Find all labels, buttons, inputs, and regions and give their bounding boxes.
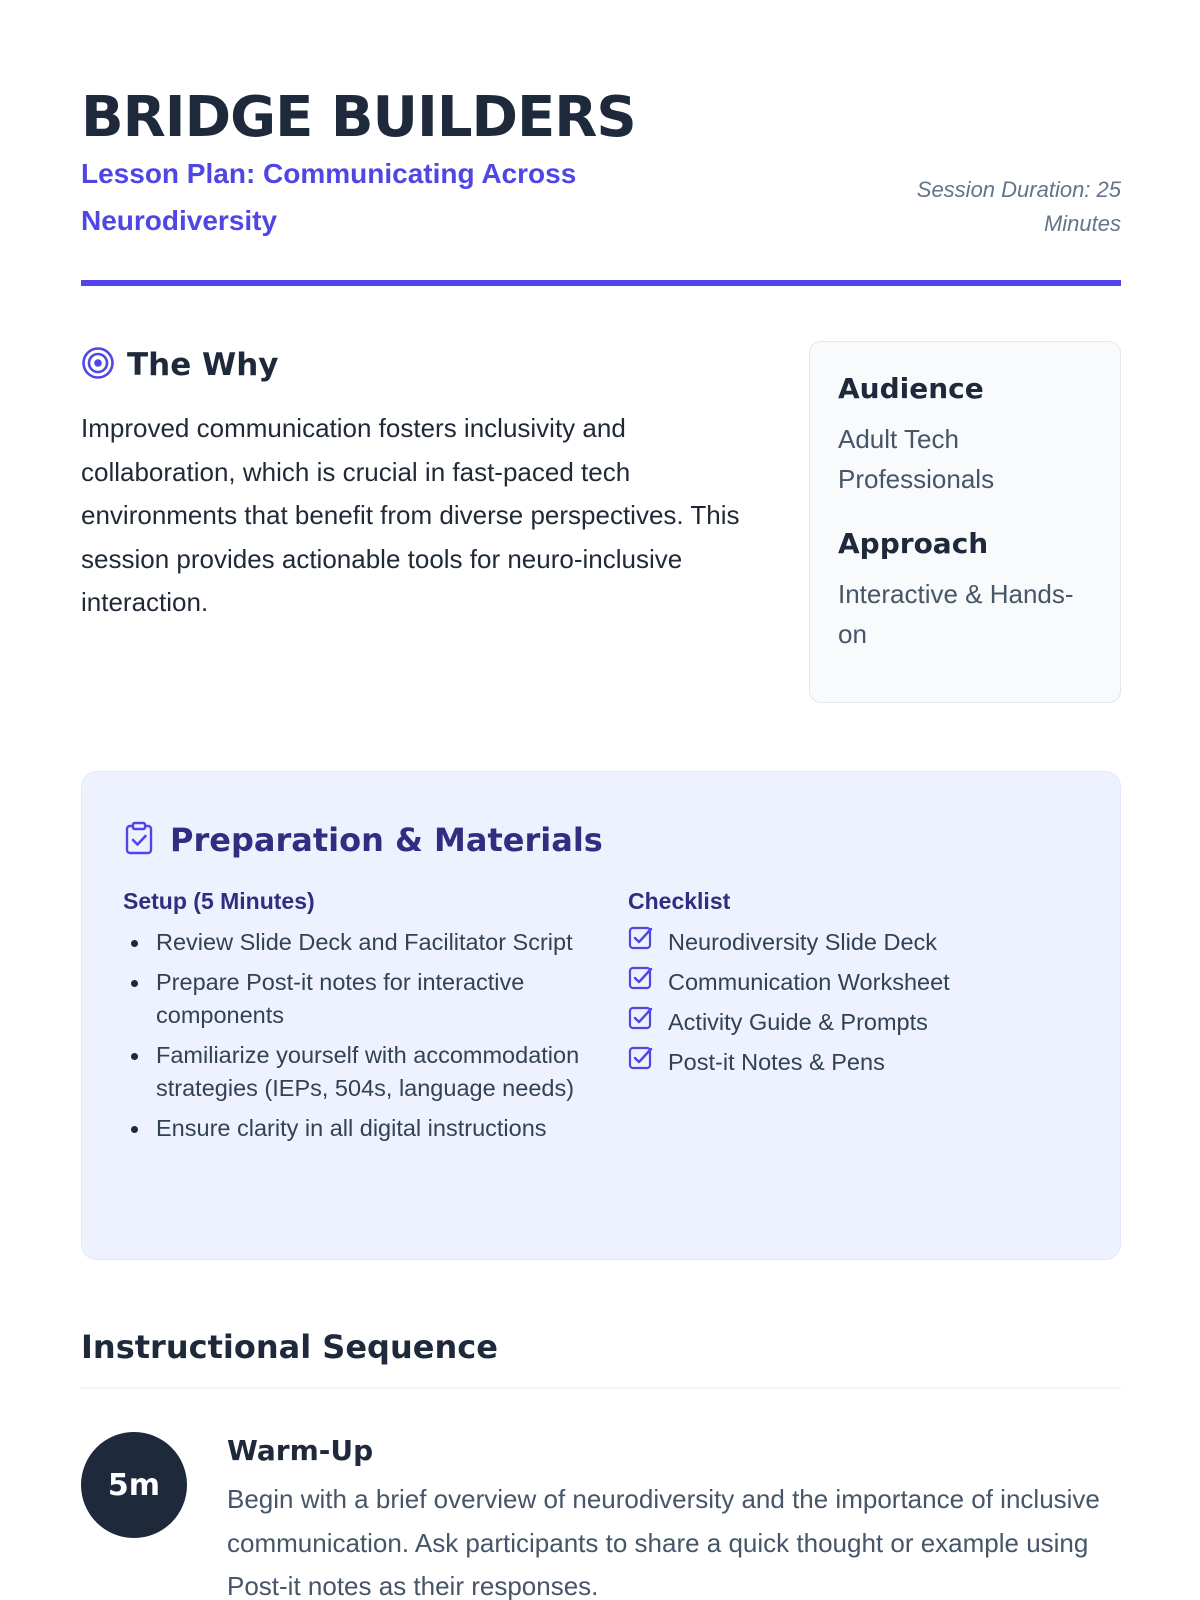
setup-heading: Setup (5 Minutes) bbox=[123, 888, 315, 914]
checklist-item-label: Communication Worksheet bbox=[668, 969, 950, 996]
approach-label: Approach bbox=[838, 527, 989, 560]
checklist-item-label: Neurodiversity Slide Deck bbox=[668, 929, 938, 956]
sequence-divider bbox=[81, 1387, 1121, 1389]
checkbox-checked-icon bbox=[628, 1045, 668, 1081]
lesson-subtitle: Lesson Plan: Communicating Across Neurodiversity bbox=[81, 158, 577, 236]
sequence-title: Instructional Sequence bbox=[81, 1328, 498, 1366]
list-item: Review Slide Deck and Facilitator Script bbox=[123, 926, 583, 960]
session-duration: Session Duration: 25 Minutes bbox=[916, 177, 1121, 236]
checkbox-checked-icon bbox=[628, 965, 668, 1001]
clipboard-check-icon bbox=[124, 821, 170, 860]
checklist-item bbox=[628, 1006, 1088, 1040]
preparation-heading bbox=[124, 818, 603, 862]
audience-label: Audience bbox=[838, 372, 984, 405]
checklist-item bbox=[628, 1046, 1088, 1080]
session-info-card bbox=[809, 341, 1121, 703]
list-item: Familiarize yourself with accommodation strategies (IEPs, 504s, language needs) bbox=[123, 1039, 583, 1106]
why-body: Improved communication fosters inclusivity and collaboration, which is crucial in fast-paced tech environments that benefit from diverse perspectives. This session provides actionable tools for neuro-inclusive interaction. bbox=[81, 413, 740, 617]
step-duration-badge: 5m bbox=[81, 1432, 187, 1538]
why-title: The Why bbox=[127, 347, 279, 383]
target-icon bbox=[81, 346, 127, 385]
checkbox-checked-icon bbox=[628, 925, 668, 961]
list-item: Prepare Post-it notes for interactive components bbox=[123, 966, 583, 1033]
page-header bbox=[81, 80, 1121, 286]
approach-value: Interactive & Hands-on bbox=[838, 579, 1074, 649]
checklist-item bbox=[628, 966, 1088, 1000]
checklist-item-label: Post-it Notes & Pens bbox=[668, 1049, 885, 1076]
preparation-card bbox=[81, 771, 1121, 1260]
checkbox-checked-icon bbox=[628, 1005, 668, 1041]
header-divider bbox=[81, 280, 1121, 286]
checklist-heading: Checklist bbox=[628, 888, 731, 914]
step-title: Warm-Up bbox=[227, 1434, 374, 1467]
why-heading bbox=[81, 340, 279, 390]
checklist-item-label: Activity Guide & Prompts bbox=[668, 1009, 928, 1036]
preparation-title: Preparation & Materials bbox=[170, 821, 603, 859]
step-description: Begin with a brief overview of neurodiversity and the importance of inclusive communication. Ask participants to share a quick thought or example using Post-it notes as their responses. bbox=[227, 1484, 1100, 1600]
materials-checklist bbox=[628, 926, 1088, 1086]
setup-list bbox=[123, 926, 583, 1151]
audience-value: Adult Tech Professionals bbox=[838, 424, 995, 494]
list-item: Ensure clarity in all digital instructions bbox=[123, 1112, 583, 1146]
page-title: BRIDGE BUILDERS bbox=[81, 85, 636, 150]
checklist-item bbox=[628, 926, 1088, 960]
